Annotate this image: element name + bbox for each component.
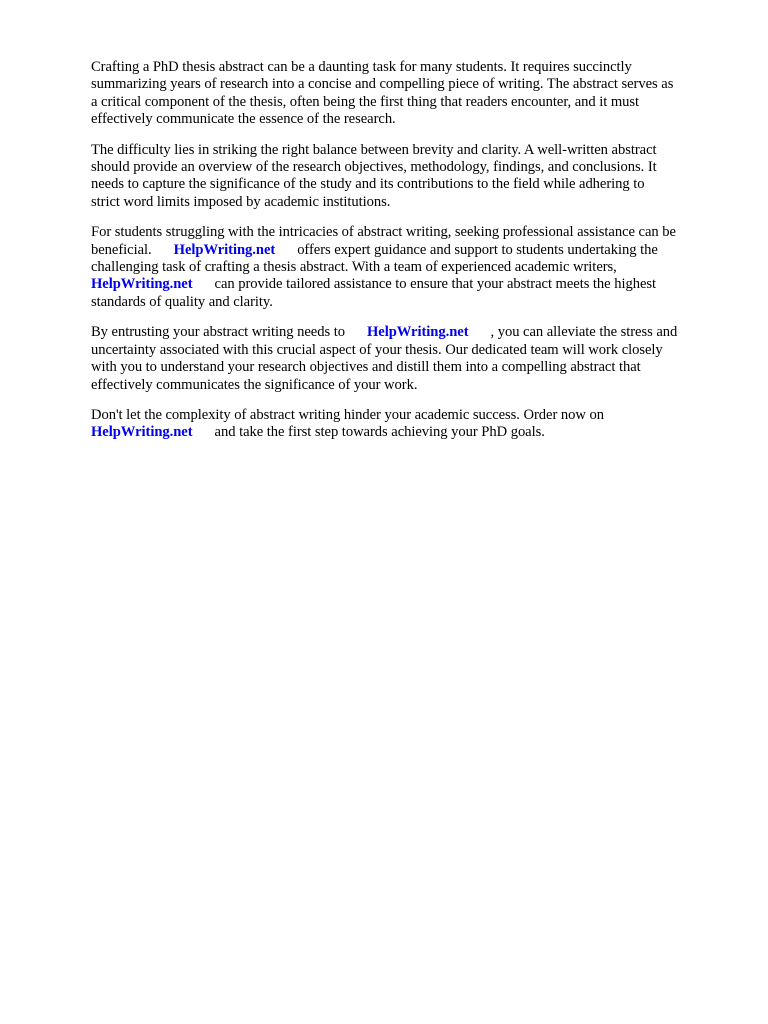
text-line: needs to capture the significance of the study and its contributions to the field while adhering to xyxy=(91,176,645,193)
text-line: The difficulty lies in striking the right balance between brevity and clarity. A well-written abstract xyxy=(91,141,657,158)
text-line: For students struggling with the intricacies of abstract writing, seeking professional assistance can be xyxy=(91,224,676,241)
text-segment: and take the first step towards achieving your PhD goals. xyxy=(214,424,545,441)
text-line: uncertainty associated with this crucial aspect of your thesis. Our dedicated team will work closely xyxy=(91,341,663,358)
helpwriting-link[interactable]: HelpWriting.net xyxy=(173,241,276,258)
text-segment: can provide tailored assistance to ensure that your abstract meets the highest xyxy=(214,276,657,293)
text-segment: , you can alleviate the stress and xyxy=(490,324,678,341)
text-line xyxy=(91,242,731,259)
helpwriting-link[interactable]: HelpWriting.net xyxy=(91,424,193,441)
text-line xyxy=(91,324,731,341)
text-line: summarizing years of research into a concise and compelling piece of writing. The abstract serves as xyxy=(91,76,674,93)
paragraph-call-to-action xyxy=(91,407,731,442)
paragraph-entrusting xyxy=(91,324,731,394)
text-line xyxy=(91,424,731,441)
text-line: challenging task of crafting a thesis abstract. With a team of experienced academic writers, xyxy=(91,259,617,276)
text-segment: beneficial. xyxy=(91,241,152,258)
text-line: strict word limits imposed by academic institutions. xyxy=(91,193,391,210)
text-line: Don't let the complexity of abstract writing hinder your academic success. Order now on xyxy=(91,406,604,423)
text-segment: offers expert guidance and support to students undertaking the xyxy=(297,241,658,258)
text-line: Crafting a PhD thesis abstract can be a daunting task for many students. It requires succinctly xyxy=(91,59,632,75)
text-line: a critical component of the thesis, often being the first thing that readers encounter, and it must xyxy=(91,93,640,110)
text-line: effectively communicate the essence of the research. xyxy=(91,111,396,128)
paragraph-assistance xyxy=(91,224,731,311)
text-line xyxy=(91,276,731,293)
text-line: with you to understand your research objectives and distill them into a compelling abstract that xyxy=(91,359,641,376)
text-line: standards of quality and clarity. xyxy=(91,293,273,310)
paragraph-intro xyxy=(91,59,731,129)
text-segment: By entrusting your abstract writing needs to xyxy=(91,324,345,341)
paragraph-difficulty xyxy=(91,142,731,212)
text-line: effectively communicates the significance of your work. xyxy=(91,376,418,393)
helpwriting-link[interactable]: HelpWriting.net xyxy=(91,276,193,293)
helpwriting-link[interactable]: HelpWriting.net xyxy=(366,324,469,341)
text-line: should provide an overview of the research objectives, methodology, findings, and conclusions. It xyxy=(91,159,657,176)
document-page xyxy=(91,59,731,455)
